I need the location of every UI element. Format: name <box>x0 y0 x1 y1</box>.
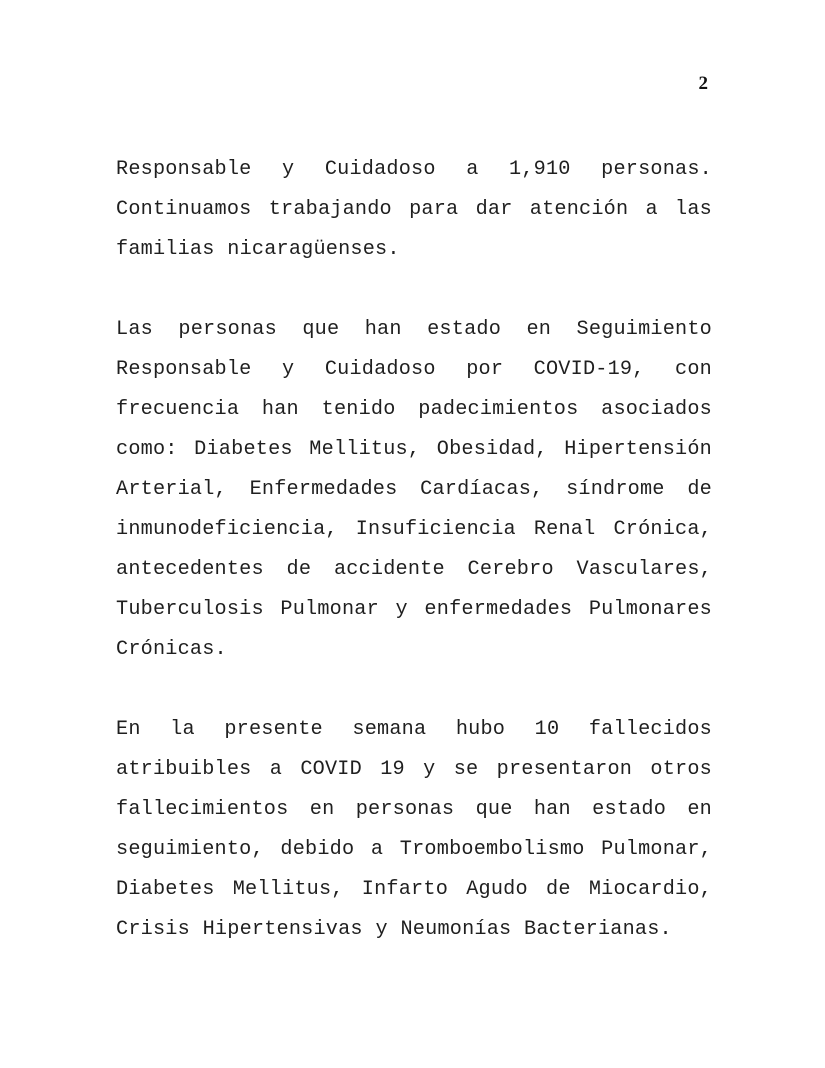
paragraph-1: Responsable y Cuidadoso a 1,910 personas. Continuamos trabajando para dar atención a las familias nicaragüenses. <box>116 158 712 261</box>
paragraph-3: En la presente semana hubo 10 fallecidos atribuibles a COVID 19 y se presentaron otros fallecimientos en personas que han estado en seguimiento, debido a Tromboembolismo Pulmonar, Diabetes Mellitus, Infarto Agudo de Miocardio, Crisis Hipertensivas y Neumonías Bacterianas. <box>116 718 712 941</box>
page-header <box>116 0 710 120</box>
document-body <box>116 150 712 950</box>
page-number: 2 <box>698 73 708 94</box>
paragraph-2: Las personas que han estado en Seguimiento Responsable y Cuidadoso por COVID-19, con frecuencia han tenido padecimientos asociados como: Diabetes Mellitus, Obesidad, Hipertensión Arterial, Enfermedades Cardíacas, síndrome de inmunodeficiencia, Insuficiencia Renal Crónica, antecedentes de accidente Cerebro Vasculares, Tuberculosis Pulmonar y enfermedades Pulmonares Crónicas. <box>116 318 712 661</box>
